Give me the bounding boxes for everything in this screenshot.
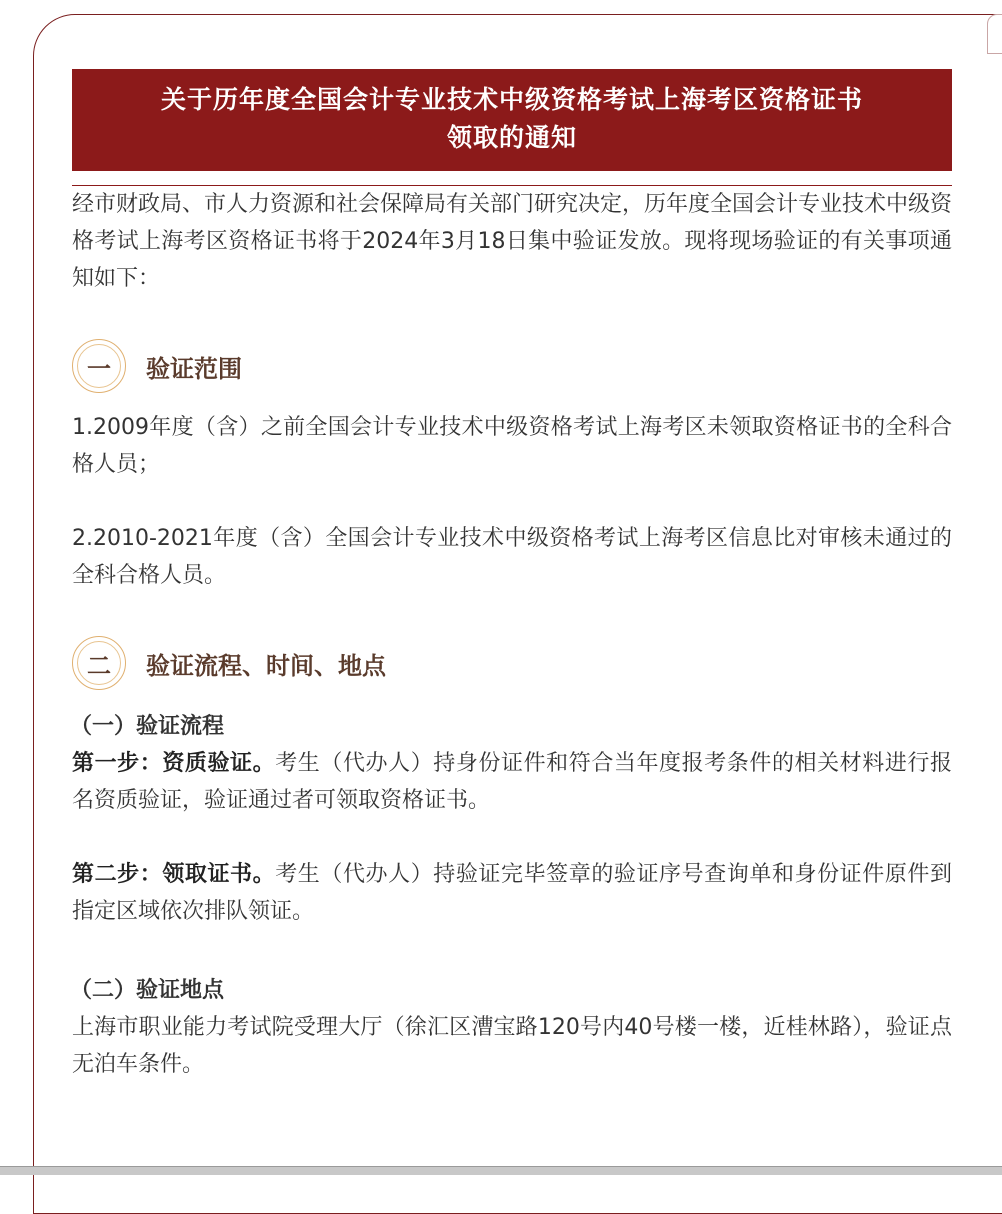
- intro-paragraph: 经市财政局、市人力资源和社会保障局有关部门研究决定，历年度全国会计专业技术中级资格考试上海考区资格证书将于2024年3月18日集中验证发放。现将现场验证的有关事项通知如下：: [72, 192, 953, 291]
- notice-title-line2: 领取的通知: [446, 123, 577, 152]
- frame-corner-tab: [987, 14, 1002, 54]
- notice-title-line1: 关于历年度全国会计专业技术中级资格考试上海考区资格证书: [160, 85, 863, 114]
- step-1-paragraph: [72, 745, 952, 819]
- notice-title-box: [72, 69, 952, 171]
- step-2-text: 考生（代办人）持验证完毕签章的验证序号查询单和身份证件原件到指定区域依次排队领证。: [72, 862, 952, 924]
- scope-item-2: 2.2010-2021年度（含）全国会计专业技术中级资格考试上海考区信息比对审核未通过的全科合格人员。: [72, 526, 952, 588]
- section-number-badge: [72, 339, 126, 393]
- subsection-title: （一）验证流程: [70, 714, 225, 739]
- step-2-lead: 第二步：领取证书。: [72, 862, 276, 887]
- scope-item-1: 1.2009年度（含）之前全国会计专业技术中级资格考试上海考区未领取资格证书的全科合格人员；: [72, 415, 952, 477]
- step-1-text: 考生（代办人）持身份证件和符合当年度报考条件的相关材料进行报名资质验证，验证通过者可领取资格证书。: [72, 751, 952, 813]
- section-header-2: [72, 634, 952, 692]
- section-number: 一: [77, 344, 121, 388]
- step-1-lead: 第一步：资质验证。: [72, 751, 276, 776]
- section-number: 二: [77, 641, 121, 685]
- section-title: 验证流程、时间、地点: [146, 651, 386, 680]
- step-2-paragraph: [72, 856, 952, 930]
- section-number-badge: [72, 636, 126, 690]
- location-paragraph: 上海市职业能力考试院受理大厅（徐汇区漕宝路120号内40号楼一楼，近桂林路），验证点无泊车条件。: [72, 1015, 952, 1077]
- article-content: [72, 69, 952, 1083]
- subsection-title: （二）验证地点: [70, 978, 225, 1003]
- section-header-1: [72, 337, 952, 395]
- section-title: 验证范围: [146, 354, 242, 383]
